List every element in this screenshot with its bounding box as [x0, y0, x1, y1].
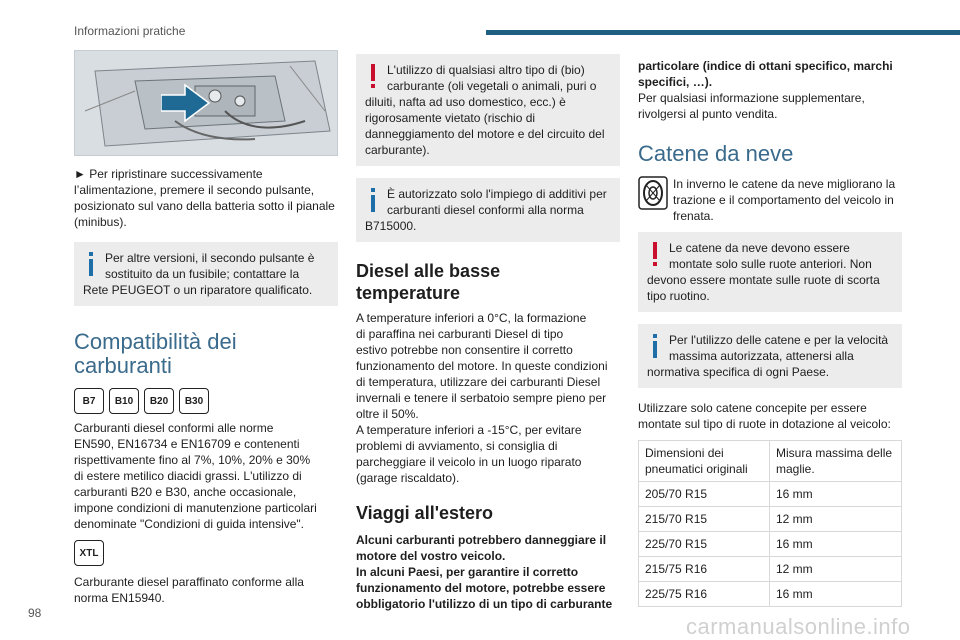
chain-size-table [638, 440, 902, 607]
info-icon [365, 188, 381, 214]
table-cell: 215/70 R15 [639, 507, 770, 532]
table-cell: 12 mm [770, 557, 902, 582]
travel-continuation-text: particolare (indice di ottani specifico, marchi specifici, …). Per qualsiasi informazione supplementare, rivolgersi al punto vendita. [638, 59, 893, 121]
warning-icon [647, 242, 663, 268]
column-left [74, 50, 338, 606]
chains-intro: In inverno le catene da neve migliorano la trazione e il comportamento del veicolo in frenata. [638, 176, 902, 224]
fuel-badge-xtl: XTL [74, 540, 104, 566]
fuel-badge-b30: B30 [179, 388, 209, 414]
heading-fuel-compatibility: Compatibilità dei carburanti [74, 329, 237, 378]
table-cell: 205/70 R15 [639, 482, 770, 507]
xtl-text: Carburante diesel paraffinato conforme alla norma EN15940. [74, 575, 304, 605]
info-icon [83, 252, 99, 278]
table-cell: 16 mm [770, 532, 902, 557]
info-note-fuse: Per altre versioni, il secondo pulsante è sostituito da un fusibile; contattare la Rete PEUGEOT o un riparatore qualificato. [74, 242, 338, 306]
table-header-row [639, 441, 902, 482]
table-cell: 16 mm [770, 482, 902, 507]
restore-instruction: ► Per ripristinare successivamente l’alimentazione, premere il secondo pulsante, posizionato sul vano della batteria sotto il pianale (minibus). [74, 167, 335, 229]
fuel-badge-b7: B7 [74, 388, 104, 414]
table-row [639, 557, 902, 582]
warning-note-fuel: L'utilizzo di qualsiasi altro tipo di (bio) carburante (oli vegetali o animali, puri o diluiti, nafta ad uso domestico, ecc.) è rigorosamente vietato (rischio di danneggiamento del motore e del circuito del carburante). [356, 54, 620, 166]
snow-chain-tire-icon [638, 176, 668, 210]
column-middle [356, 54, 620, 612]
heading-snow-chains: Catene da neve [638, 141, 794, 166]
watermark: carmanualsonline.info [686, 614, 911, 639]
heading-diesel-low-temp: Diesel alle basse temperature [356, 261, 501, 303]
header-accent-bar [486, 30, 960, 35]
table-row [639, 507, 902, 532]
table-cell: 215/75 R16 [639, 557, 770, 582]
table-cell: 12 mm [770, 507, 902, 532]
heading-travel-abroad: Viaggi all'estero [356, 503, 494, 523]
table-row [639, 582, 902, 607]
diesel-standards-text: Carburanti diesel conformi alle norme EN590, EN16734 e EN16709 e contenenti rispettivamente fino al 7%, 10%, 20% e 30% di estere metilico diacidi grassi. L'utilizzo di carburanti B20 e B30, anche occasionale, impone condizioni di manutenzione particolari denominate "Condizioni di guida intensive". [74, 421, 317, 531]
warning-note-chains: Le catene da neve devono essere montate solo sulle ruote anteriori. Non devono essere montate sulle ruote di scorta tipo ruotino. [638, 232, 902, 312]
table-cell: 225/75 R16 [639, 582, 770, 607]
table-header-cell: Dimensioni dei pneumatici originali [639, 441, 770, 482]
travel-abroad-text: Alcuni carburanti potrebbero danneggiare il motore del vostro veicolo. In alcuni Paesi, per garantire il corretto funzionamento del motore, potrebbe essere obbligatorio l'utilizzo di un tipo di carburante [356, 533, 613, 611]
table-row [639, 482, 902, 507]
fuel-badge-row [74, 388, 338, 414]
info-icon [647, 334, 663, 360]
diesel-low-temp-text: A temperature inferiori a 0°C, la formazione di paraffina nei carburanti Diesel di tipo estivo potrebbe non consentire il corretto funzionamento del motore. In queste condizioni di temperatura, utilizzare dei carburanti Diesel invernali e tenere il serbatoio sempre pieno per oltre il 50%. A temperature inferiori a -15°C, per evitare problemi di avviamento, si consiglia di parcheggiare il veicolo in un luogo riparato (garage riscaldato). [356, 311, 608, 485]
table-cell: 16 mm [770, 582, 902, 607]
table-header-cell: Misura massima delle maglie. [770, 441, 902, 482]
arrow-right-icon [161, 83, 211, 123]
column-right [638, 54, 902, 607]
table-row [639, 532, 902, 557]
warning-icon [365, 64, 381, 90]
page-number: 98 [28, 606, 42, 620]
info-note-additives: È autorizzato solo l'impiego di additivi per carburanti diesel conformi alla norma B715000. [356, 178, 620, 242]
xtl-badge-row [74, 540, 338, 566]
chains-usage-text: Utilizzare solo catene concepite per essere montate sul tipo di ruote in dotazione al veicolo: [638, 401, 891, 431]
table-cell: 225/70 R15 [639, 532, 770, 557]
battery-figure [74, 50, 338, 156]
fuel-badge-b20: B20 [144, 388, 174, 414]
fuel-badge-b10: B10 [109, 388, 139, 414]
header-section-title: Informazioni pratiche [74, 24, 186, 38]
info-note-chains: Per l'utilizzo delle catene e per la velocità massima autorizzata, attenersi alla normativa specifica di ogni Paese. [638, 324, 902, 388]
